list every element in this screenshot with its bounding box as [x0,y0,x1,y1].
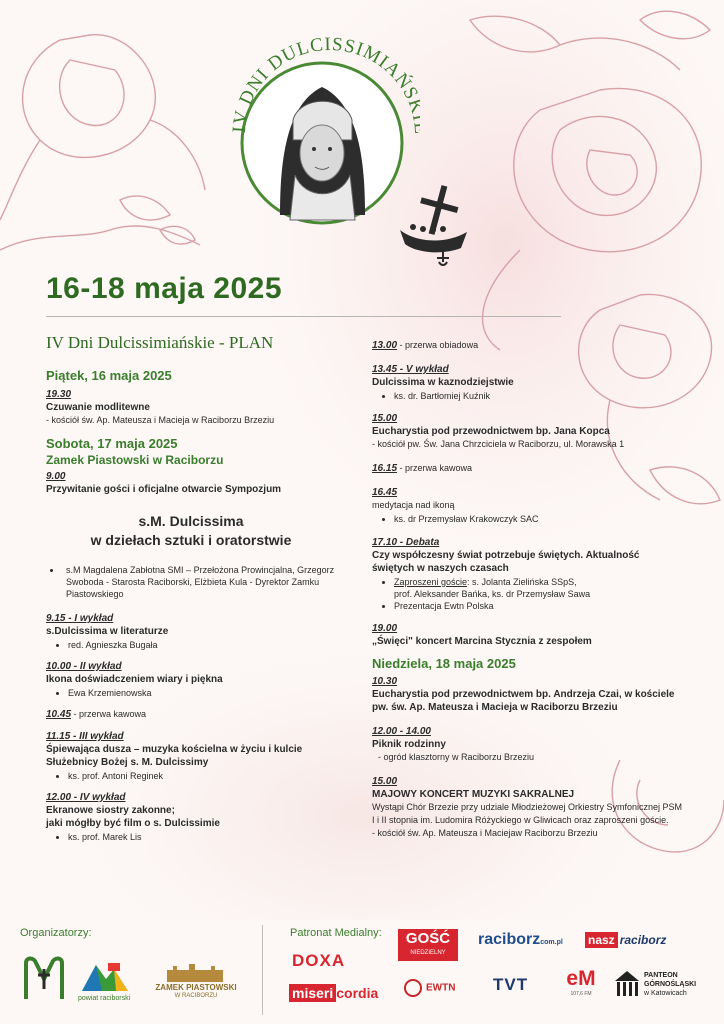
time-label: 12.00 - 14.00 [372,726,431,737]
panteon-line3: w Katowicach [644,990,687,997]
time-label: 16.45 [372,487,398,498]
time-label: 10.30 [372,676,398,687]
lecture-title: Ikona doświadczeniem wiary i piękna [46,674,223,685]
lecture-title: s.Dulcissima w literaturze [46,626,169,637]
lecture-speaker: • ks. dr. Bartłomiej Kuźnik [394,390,702,402]
lecture-time: 10.00 - II wykład [46,661,122,672]
lecture-speaker: • red. Agnieszka Bugała [68,639,336,651]
guest-list: • s.M Magdalena Zabłotna SMI – Przełożona Prowincjalna, Grzegorz Swoboda - Starosta Raciborski, Elżbieta Kula - Dyrektor Zamku Piastowskiego [62,564,336,600]
header-divider [46,316,561,317]
lecture-time: 12.00 - IV wykład [46,792,126,803]
organizers-label: Organizatorzy: [20,927,92,939]
castle-logo-icon [165,962,225,984]
time-label: 15.00 [372,776,398,787]
time-label: 19.30 [46,389,72,400]
event-title: Eucharystia pod przewodnictwem bp. Jana Kopca [372,426,610,437]
day-heading-saturday: Sobota, 17 maja 2025 [46,436,178,451]
left-column [46,368,336,843]
lecture-time: 13.45 - V wykład [372,364,449,375]
em-frequency: 107,6 FM [570,991,592,997]
ewtn-presentation: • Prezentacja Ewtn Polska [394,600,702,612]
event-title: medytacja nad ikoną [372,500,455,510]
debate-time: 17.10 - Debata [372,537,440,548]
picnic-location: ogród klasztorny w Raciborzu Brzeziu [383,752,535,762]
nasz-logo-text2: raciborz [619,933,667,947]
portrait-emblem-graphic [225,25,420,230]
nasz-logo-text: nasz [585,932,618,948]
event-title: Przywitanie gości i oficjalne otwarcie Sympozjum [46,484,282,495]
saturday-location: Zamek Piastowski w Raciborzu [46,453,224,467]
break-label: - przerwa kawowa [71,709,147,719]
event-location: - ogród klasztorny w Raciborzu Brzeziu [378,752,535,762]
time-label: 9.00 [46,471,66,482]
symposium-title-line2: w dziełach sztuki i oratorstwie [90,532,292,548]
mass-title-line1: Eucharystia pod przewodnictwem bp. Andrzeja Czai, w kościele [372,689,675,700]
right-column [372,339,702,840]
event-emblem [225,25,420,230]
break-time: 10.45 [46,709,72,720]
cordia-text: cordia [336,985,379,1001]
raciborz-logo-text: raciborz [478,931,541,948]
final-concert-location: - kościół św. Ap. Mateusza i Maciejaw Raciborzu Brzeziu [372,828,598,838]
tvt-logo: TVT [493,975,529,994]
ewtn-logo [404,979,455,997]
break-label: - przerwa obiadowa [397,340,479,350]
raciborz-logo-suffix: com.pl [540,939,563,946]
boat-cross-icon [395,180,475,270]
lecture-title-line1: Śpiewająca dusza – muzyka kościelna w życiu i kulcie [46,744,303,755]
mass-title-line2: pw. św. Ap. Mateusza i Macieja w Raciborzu Brzeziu [372,702,618,713]
break-time: 16.15 [372,463,398,474]
day-heading-sunday: Niedziela, 18 maja 2025 [372,656,516,671]
final-concert-desc-line1: Wystąpi Chór Brzezie przy udziale Młodzieżowej Orkiestry Symfonicznej PSM [372,802,683,812]
symposium-title-line1: s.M. Dulcissima [138,513,244,529]
lecture-speaker: • ks. prof. Antoni Reginek [68,770,336,782]
panteon-line1: PANTEON [644,972,678,979]
misericordia-logo [289,985,378,1001]
concert-title: „Święci" koncert Marcina Stycznia z zespołem [372,636,592,647]
lecture-time: 11.15 - III wykład [46,731,124,742]
final-concert-title: MAJOWY KONCERT MUZYKI SAKRALNEJ [372,789,575,800]
em-logo-text: eM [566,967,596,990]
day-heading-friday: Piątek, 16 maja 2025 [46,368,172,383]
radio-doxa-logo: DOXA [292,951,346,970]
powiat-logo-text: powiat raciborski [78,995,131,1002]
powiat-logo-icon [80,957,130,993]
lecture-title-line1: Ekranowe siostry zakonne; [46,805,175,816]
footer-divider [262,925,263,1015]
lecture-speaker: • Ewa Krzemienowska [68,687,336,699]
lecture-title: Dulcissima w kaznodziejstwie [372,377,514,388]
gosc-logo-text: GOŚĆ [405,930,451,947]
break-label: - przerwa kawowa [397,463,473,473]
raciborz-com-logo [478,931,563,949]
ewtn-logo-text: EWTN [426,982,456,994]
plan-title: IV Dni Dulcissimiańskie - PLAN [46,333,274,352]
debate-title-line2: świętych w naszych czasach [372,563,509,574]
guests-first: : s. Jolanta Zielińska SSpS, [467,577,577,587]
debate-guests [394,576,702,600]
panteon-logo-text [644,971,696,998]
guests-label: Zaproszeni goście [394,577,468,587]
event-speaker: • ks. dr Przemysław Krakowczyk SAC [394,513,702,525]
miseri-text: miseri [289,984,336,1002]
lecture-title-line2: Służebnicy Bożej s. M. Dulcissimy [46,757,209,768]
arc-title: IV DNI DULCISSIMIAŃ [228,33,416,134]
lecture-speaker: • ks. prof. Marek Lis [68,831,336,843]
guests-rest: prof. Aleksander Bańka, ks. dr Przemysław Sawa [394,589,591,599]
nasz-raciborz-logo [585,933,666,951]
castle-logo-text2: W RACIBORZU [174,993,218,999]
gosc-logo-subtext: NIEDZIELNY [410,950,446,956]
castle-logo-text1: ZAMEK PIASTOWSKI [155,983,237,992]
lecture-time: 9.15 - I wykład [46,613,114,624]
event-location: - kościół pw. Św. Jana Chrzciciela w Raciborzu, ul. Morawska 1 [372,439,625,449]
panteon-line2: GÓRNOŚLĄSKI [644,981,697,988]
final-concert-desc-line2: I i II stopnia im. Ludomira Różyckiego w Gliwicach oraz zaproszeni goście. [372,815,669,825]
radio-em-logo [562,967,600,997]
gosc-niedzielny-logo [398,929,458,961]
break-time: 13.00 [372,340,398,351]
lecture-title-line2: jaki mógłby być film o s. Dulcissimie [46,818,220,829]
time-label: 15.00 [372,413,398,424]
event-location: - kościół św. Ap. Mateusza i Macieja w Raciborzu Brzeziu [46,415,275,425]
time-label: 19.00 [372,623,398,634]
event-title: Czuwanie modlitewne [46,402,150,413]
panteon-logo-icon [613,969,641,999]
footer [0,915,724,1024]
event-date-range: 16-18 maja 2025 [46,272,283,305]
debate-title-line1: Czy współczesny świat potrzebuje świętych. Aktualność [372,550,640,561]
media-patronage-label: Patronat Medialny: [290,927,382,939]
event-title: Piknik rodzinny [372,739,446,750]
congregation-logo-icon [22,955,66,1001]
